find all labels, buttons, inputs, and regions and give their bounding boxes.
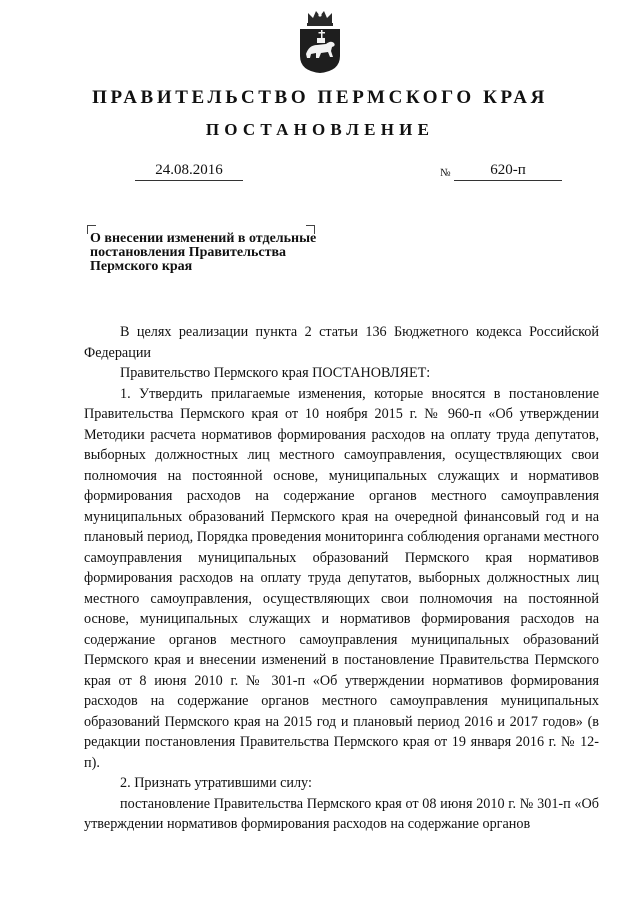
number-sign: № bbox=[440, 167, 451, 179]
resolution-paragraph: Правительство Пермского края ПОСТАНОВЛЯЕТ: bbox=[120, 365, 431, 381]
organization-title: ПРАВИТЕЛЬСТВО ПЕРМСКОГО КРАЯ bbox=[92, 87, 548, 108]
document-date: 24.08.2016 bbox=[135, 162, 243, 181]
clause-1-paragraph: 1. Утвердить прилагаемые изменения, которые вносятся в постановление Правительства Пермского края от 10 ноября 2015 г. № 960-п «Об утверждении Методики расчета нормативов формирования расходов на оплату труда депутатов, выборных должностных лиц местного самоуправления, осуществляющих свои полномочия на постоянной основе, муниципальных служащих и нормативов формирования расходов на содержание органов местного самоуправления муниципальных образований Пермского края на очередной финансовый год и на плановый период, Порядка проведения мониторинга соблюдения органами местного самоуправления муниципальных образований Пермского края нормативов формирования расходов на оплату труда депутатов, выборных должностных лиц местного самоуправления, осуществляющих свои полномочия на постоянной основе, муниципальных служащих и нормативов формирования расходов на содержание органов местного самоуправления муниципальных образований Пермского края и внесении изменений в постановление Правительства Пермского края от 8 июня 2010 г. № 301-п «Об утверждении нормативов формирования расходов на содержание органов местного самоуправления муниципальных образований Пермского края на 2015 год и плановый период 2016 и 2017 годов» (в редакции постановления Правительства Пермского края от 19 января 2016 г. № 12-п). bbox=[84, 385, 599, 771]
clause-2-paragraph: 2. Признать утратившими силу: bbox=[120, 775, 312, 791]
document-body bbox=[84, 322, 599, 835]
document-subject: О внесении изменений в отдельные постановления Правительства Пермского края bbox=[90, 231, 317, 274]
preamble-paragraph: В целях реализации пункта 2 статьи 136 Бюджетного кодекса Российской Федерации bbox=[84, 324, 599, 361]
document-type-title: ПОСТАНОВЛЕНИЕ bbox=[205, 120, 435, 139]
clause-2-item-paragraph: постановление Правительства Пермского края от 08 июня 2010 г. № 301-п «Об утверждении нормативов формирования расходов на содержание органов bbox=[84, 795, 599, 832]
perm-krai-coat-of-arms-icon bbox=[297, 10, 343, 74]
document-number: 620-п bbox=[454, 162, 562, 181]
